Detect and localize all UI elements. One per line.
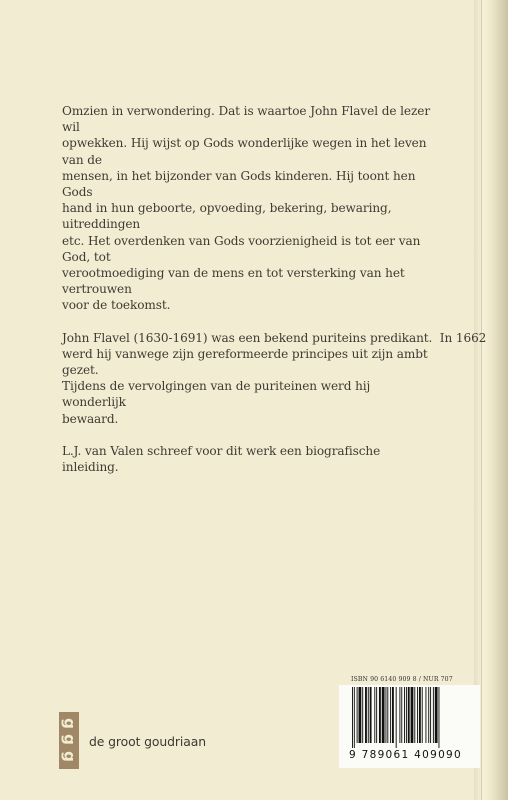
barcode-bar: [368, 687, 369, 743]
blurb-line: etc. Het overdenken van Gods voorzienigheid is tot eer van God, tot: [62, 233, 421, 264]
barcode-bar: [379, 687, 381, 743]
barcode-bar: [404, 687, 405, 743]
barcode-bar: [406, 687, 407, 743]
blurb-line: hand in hun geboorte, opvoeding, bekering, bewaring, uitreddingen: [62, 201, 392, 232]
barcode-bar: [390, 687, 391, 743]
blurb-line: mensen, in het bijzonder van Gods kinderen. Hij toont hen Gods: [62, 168, 416, 200]
barcode-bar: [357, 687, 358, 743]
blurb-paragraph-3: [62, 443, 432, 475]
barcode-bar: [396, 687, 397, 748]
spine-hinge: [474, 0, 508, 800]
barcode-bar: [387, 687, 388, 743]
barcode-bar: [399, 687, 400, 743]
barcode-bar: [414, 687, 415, 743]
barcode-bar: [352, 687, 353, 748]
blurb-line: Omzien in verwondering. Dat is waartoe John Flavel de lezer wil: [62, 104, 430, 135]
barcode-bar: [392, 687, 394, 743]
barcode-bar: [359, 687, 362, 743]
barcode-bar: [435, 687, 438, 743]
barcode-bar: [362, 687, 363, 743]
blurb-line: John Flavel (1630-1691) was een bekend puriteins predikant. In 1662: [62, 330, 487, 345]
blurb-line: bewaard.: [62, 411, 119, 426]
publisher-logo: [59, 712, 79, 769]
barcode-bar: [401, 687, 402, 743]
barcode-bar: [422, 687, 423, 743]
logo-letter: g: [60, 751, 79, 762]
barcode-bar: [438, 687, 439, 748]
barcode-bar: [430, 687, 431, 743]
barcode-bar: [382, 687, 385, 743]
blurb-line: werd hij vanwege zijn gereformeerde principes uit zijn ambt gezet.: [62, 346, 428, 378]
blurb-line: opwekken. Hij wijst op Gods wonderlijke wegen in het leven van de: [62, 136, 427, 167]
blurb-paragraph-2: [62, 330, 487, 427]
barcode-bar: [354, 687, 355, 748]
barcode-bar: [411, 687, 414, 743]
barcode-bar: [417, 687, 418, 743]
blurb-paragraph-1: [62, 103, 432, 314]
blurb-line: verootmoediging van de mens en tot versterking van het vertrouwen: [62, 266, 405, 297]
hinge-line: [481, 0, 482, 800]
barcode-bar: [376, 687, 377, 743]
logo-letter: g: [60, 718, 79, 729]
barcode-digits: 9 789061 409090: [349, 749, 463, 761]
barcode-bars: [350, 687, 474, 748]
barcode-bar: [428, 687, 429, 743]
blurb-line: Tijdens de vervolgingen van de puriteinen werd hij wonderlijk: [62, 379, 371, 410]
barcode-bar: [374, 687, 375, 743]
logo-letter: g: [60, 734, 79, 745]
blurb-line: L.J. van Valen schreef voor dit werk een biografische inleiding.: [62, 443, 381, 475]
barcode-bar: [365, 687, 367, 743]
barcode-bar: [385, 687, 386, 743]
barcode-bar: [425, 687, 426, 743]
publisher-name: de groot goudriaan: [89, 734, 207, 749]
blurb-text: [62, 103, 487, 491]
barcode-bar: [433, 687, 434, 743]
blurb-line: voor de toekomst.: [62, 298, 171, 313]
barcode-bar: [419, 687, 421, 743]
barcode-bar: [370, 687, 372, 743]
barcode-bar: [408, 687, 410, 743]
isbn-nur-label: ISBN 90 6140 909 8 / NUR 707: [351, 676, 453, 683]
